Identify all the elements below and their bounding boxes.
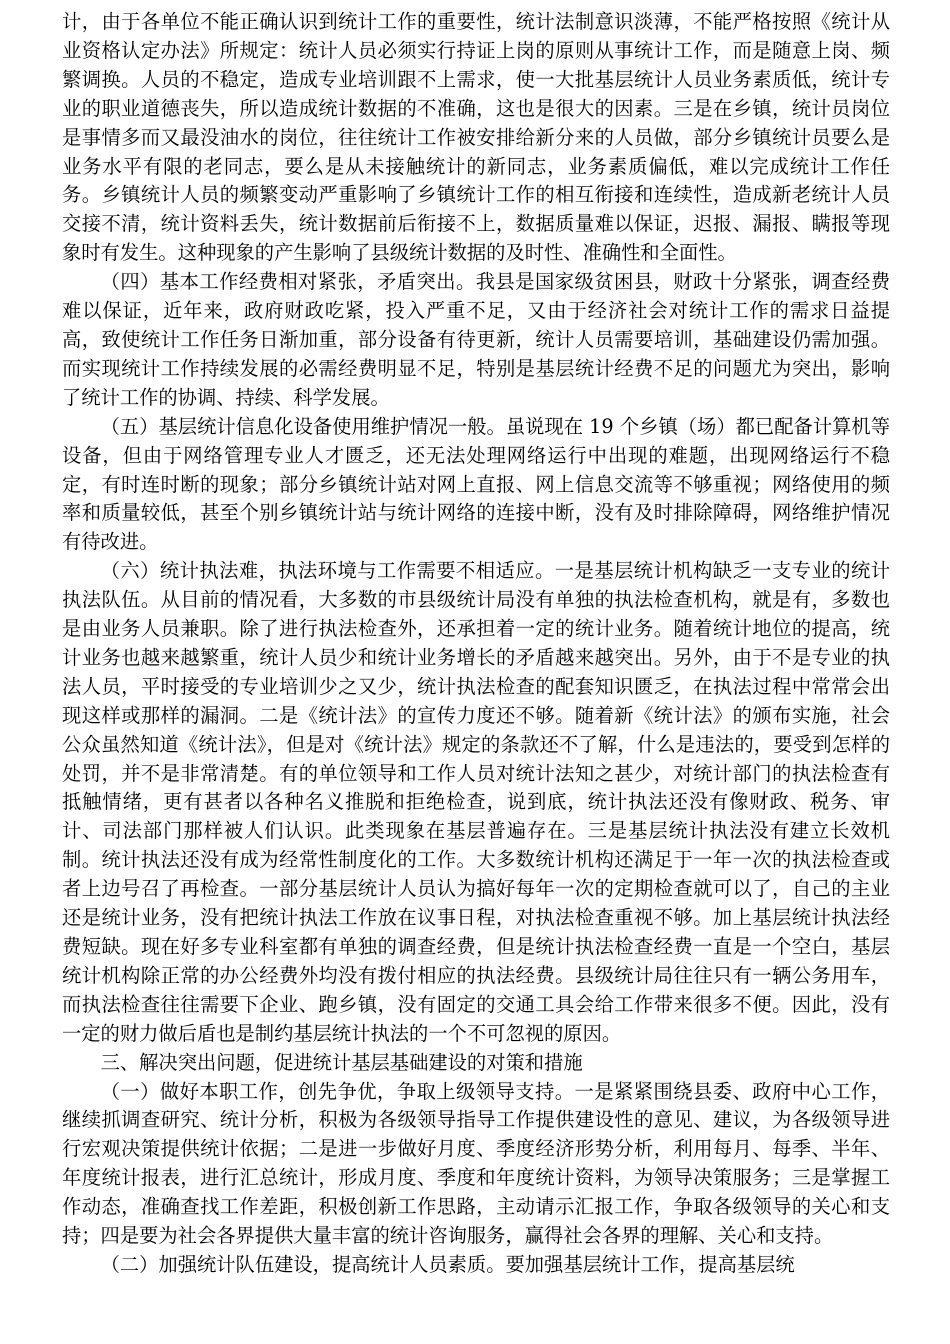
paragraph-measure-one: （一）做好本职工作，创先争优，争取上级领导支持。一是紧紧围绕县委、政府中心工作，继续抓调查研究、统计分析，积极为各级领导指导工作提供建设性的意见、建议，为各级领导进行宏观决策提供统计依据；二是进一步做好月度、季度经济形势分析，利用每月、每季、半年、年度统计报表，进行汇总统计，形成月度、季度和年度统计资料，为领导决策服务；三是掌握工作动态，准确查找工作差距，积极创新工作思路，主动请示汇报工作，争取各级领导的关心和支持；四是要为社会各界提供大量丰富的统计咨询服务，赢得社会各界的理解、关心和支持。: [62, 1079, 890, 1248]
paragraph-it-equipment: （五）基层统计信息化设备使用维护情况一般。虽说现在 19 个乡镇（场）都已配备计算机等设备，但由于网络管理专业人才匮乏，还无法处理网络运行中出现的难题，出现网络运行不稳定，有时连时断的现象；部分乡镇统计站对网上直报、网上信息交流等不够重视；网络使用的频率和质量较低，甚至个别乡镇统计站与统计网络的连接中断，没有及时排除障碍，网络维护情况有待改进。: [62, 414, 890, 554]
paragraph-funding: （四）基本工作经费相对紧张，矛盾突出。我县是国家级贫困县，财政十分紧张，调查经费难以保证，近年来，政府财政吃紧，投入严重不足，又由于经济社会对统计工作的需求日益提高，致使统计工作任务日渐加重，部分设备有待更新，统计人员需要培训，基础建设仍需加强。而实现统计工作持续发展的必需经费明显不足，特别是基层统计经费不足的问题尤为突出，影响了统计工作的协调、持续、科学发展。: [62, 270, 890, 409]
paragraph-measure-two: （二）加强统计队伍建设，提高统计人员素质。要加强基层统计工作，提高基层统: [100, 1252, 795, 1276]
paragraph-continuation: 计，由于各单位不能正确认识到统计工作的重要性，统计法制意识淡薄，不能严格按照《统计从业资格认定办法》所规定：统计人员必须实行持证上岗的原则从事统计工作，而是随意上岗、频繁调换。人员的不稳定，造成专业培训跟不上需求，使一大批基层统计人员业务素质低，统计专业的职业道德丧失，所以造成统计数据的不准确，这也是很大的因素。三是在乡镇，统计员岗位是事情多而又最没油水的岗位，往往统计工作被安排给新分来的人员做，部分乡镇统计员要么是业务水平有限的老同志，要么是从未接触统计的新同志，业务素质偏低，难以完成统计工作任务。乡镇统计人员的频繁变动严重影响了乡镇统计工作的相互衔接和连续性，造成新老统计人员交接不清，统计资料丢失，统计数据前后衔接不上，数据质量难以保证，迟报、漏报、瞒报等现象时有发生。这种现象的产生影响了县级统计数据的及时性、准确性和全面性。: [62, 10, 890, 265]
paragraph-law-enforcement: （六）统计执法难，执法环境与工作需要不相适应。一是基层统计机构缺乏一支专业的统计执法队伍。从目前的情况看，大多数的市县级统计局没有单独的执法检查机构，就是有，多数也是由业务人员兼职。除了进行执法检查外，还承担着一定的统计业务。随着统计地位的提高，统计业务也越来越繁重，统计人员少和统计业务增长的矛盾越来越突出。另外，由于不是专业的执法人员，平时接受的专业培训少之又少，统计执法检查的配套知识匮乏，在执法过程中常常会出现这样或那样的漏洞。二是《统计法》的宣传力度还不够。随着新《统计法》的颁布实施，社会公众虽然知道《统计法》，但是对《统计法》规定的条款还不了解，什么是违法的，要受到怎样的处罚，并不是非常清楚。有的单位领导和工作人员对统计法知之甚少，对统计部门的执法检查有抵触情绪，更有甚者以各种名义推脱和拒绝检查，说到底，统计执法还没有像财政、税务、审计、司法部门那样被人们认识。此类现象在基层普遍存在。三是基层统计执法没有建立长效机制。统计执法还没有成为经常性制度化的工作。大多数统计机构还满足于一年一次的执法检查或者上边号召了再检查。一部分基层统计人员认为搞好每年一次的定期检查就可以了，自己的主业还是统计业务，没有把统计执法工作放在议事日程，对执法检查重视不够。加上基层统计执法经费短缺。现在好多专业科室都有单独的调查经费，但是统计执法检查经费一直是一个空白，基层统计机构除正常的办公经费外均没有拨付相应的执法经费。县级统计局往往只有一辆公务用车，而执法检查往往需要下企业、跑乡镇，没有固定的交通工具会给工作带来很多不便。因此，没有一定的财力做后盾也是制约基层统计执法的一个不可忽视的原因。: [62, 559, 890, 1045]
section-heading: 三、解决突出问题，促进统计基层基础建设的对策和措施: [100, 1050, 583, 1074]
